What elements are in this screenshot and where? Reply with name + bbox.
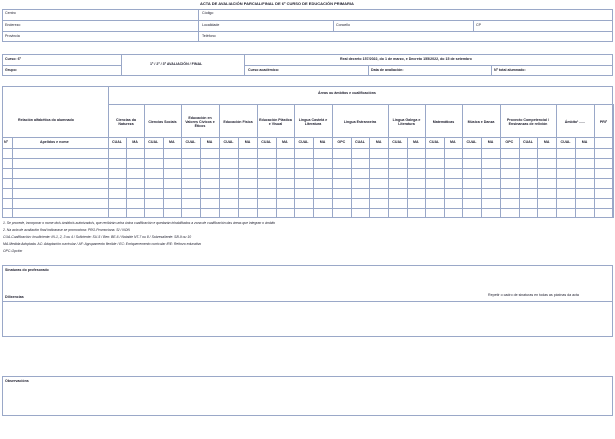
subcolumn-header: MA [244, 140, 251, 144]
subcolumn-header: CUAL [223, 140, 234, 144]
area-header: Educación Plástica e Visual [259, 118, 292, 126]
table-row [2, 208, 613, 209]
subcolumn-header: MA [487, 140, 494, 144]
total-alumnado-label: Nº total alumnado: [494, 68, 526, 72]
note-line: CUA-Cualificación: Insuficiente: IN-1, 2, 3 ou 4 / Suficiente: SU-5 / Ben: BE-6 / Notable NT-7 ou 8 / Sobresaliente: SB-9 ou 10 [3, 235, 192, 239]
area-header: Ciencias Sociais [148, 120, 177, 124]
grupo-label: Grupo: [5, 68, 17, 72]
subcolumn-header: CUAL [354, 140, 365, 144]
note-line: MA-Medida Adoptada. AC: Adaptación curricular / AF: Agrupamento flexible / EC: Enriquecemento curricular /RE: Reforzo educativo [3, 242, 202, 246]
sinaturas-label: Sinaturas do profesorado [5, 268, 49, 272]
centro-label: Centro [5, 11, 16, 15]
area-header: Educación Física [223, 120, 253, 124]
subcolumn-header: CUAL [298, 140, 309, 144]
concello-label: Concello [336, 23, 350, 27]
observacions-label: Observacións [5, 379, 29, 383]
provincia-label: Provincia [5, 34, 20, 38]
subcolumn-header: MA [281, 140, 288, 144]
telefono-label: Teléfono [202, 34, 216, 38]
note-line: 1. Se procede, incorporar o nome do/s ámbito/s autorizado/s, que recibirán unha única cualificación e quedarán inhabilitados a zona de cualificación das áreas que integran o ámbito [3, 221, 276, 225]
subcolumn-header: CUAL [522, 140, 533, 144]
decreto-label: Real decreto 157/2022, do 1 de marzo, e Decreto 155/2022, do 15 de setembro [340, 57, 472, 61]
subcolumn-header: MA [206, 140, 213, 144]
table-row [2, 178, 613, 179]
relacion-header: Relación alfabética do alumnado [18, 118, 74, 122]
localidade-label: Localidade [202, 23, 220, 27]
area-header: Música e Danza [467, 120, 495, 124]
repetir-note: Repetir o cadro de sinaturas en todas as páxinas da acta [488, 293, 579, 297]
codigo-label: Código [202, 11, 214, 15]
avaliacion-label: 1ª / 2ª / 3ª AVALIACIÓN / FINAL [150, 62, 203, 66]
data-avaliacion-label: Data de avaliación: [371, 68, 404, 72]
doc-title: ACTA DE AVALIACIÓN PARCIAL/FINAL DE 6º CURSO DE EDUCACIÓN PRIMARIA [200, 1, 354, 6]
subcolumn-header: MA [543, 140, 550, 144]
subcolumn-header: CUAL [560, 140, 571, 144]
note-line: OPC-Opción [3, 249, 23, 253]
enderezo-label: Enderezo [5, 23, 21, 27]
area-header: Ámbito¹ ...... [564, 120, 586, 124]
subcolumn-header: CUAL [429, 140, 440, 144]
areas-header: Áreas ou âmbitos e cualificacións [318, 91, 376, 95]
subcolumn-header: OPC [337, 140, 346, 144]
note-line: 2. Na acta de avaliación final indicarase se promociona: PRO-Promociona. SI / NON [3, 228, 130, 232]
table-row [2, 158, 613, 159]
area-header: PRI² [599, 120, 608, 124]
subcolumn-header: CUAL [261, 140, 272, 144]
area-divider [613, 104, 614, 218]
table-row [2, 188, 613, 189]
subcolumn-header: MA [449, 140, 456, 144]
area-header: Lingua Galega e Literatura [392, 118, 421, 126]
curso-academico-label: Curso académico: [248, 68, 280, 72]
area-header: Matemáticas [432, 120, 455, 124]
area-header: Educación en Valores Cívicos e Éticos [185, 116, 215, 128]
area-header: Proxecto Competencial / Ensinanzas de relixión [507, 118, 549, 126]
cp-label: CP [476, 23, 481, 27]
area-header: Lingua Estranxeira [343, 120, 377, 124]
subcolumn-header: CUAL [112, 140, 122, 144]
subcolumn-header: CUAL [392, 140, 403, 144]
subcolumn-header: MA [581, 140, 588, 144]
table-row [2, 198, 613, 199]
num-header: Nº [4, 140, 8, 144]
subcolumn-header: CUAL [148, 140, 159, 144]
subcolumn-header: MA [412, 140, 419, 144]
apelidos-header: Apelidos e nome [40, 140, 69, 144]
table-row [2, 168, 613, 169]
dilixencias-label: Dilixencias [5, 295, 24, 299]
curso-label: Curso: 6º [5, 57, 21, 61]
subcolumn-header: MA [375, 140, 382, 144]
subcolumn-header: CUAL [185, 140, 196, 144]
subcolumn-header: MA [168, 140, 175, 144]
subcolumn-header: MA [319, 140, 326, 144]
area-header: Lingua Castelá e Literatura [298, 118, 328, 126]
subcolumn-header: CUAL [466, 140, 477, 144]
area-header: Ciencias da Natureza [116, 118, 136, 126]
subcolumn-header: OPC [505, 140, 514, 144]
subcolumn-header: MA [132, 140, 138, 144]
